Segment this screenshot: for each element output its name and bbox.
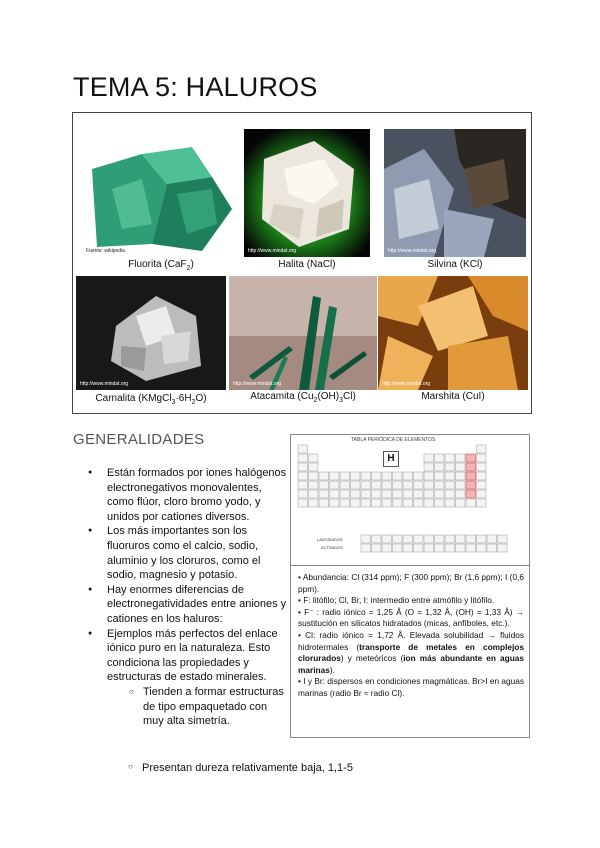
element-cell (424, 535, 434, 543)
element-cell (340, 490, 350, 498)
info-fluor: • F⁻ : radio iónico = 1,25 Å (O = 1,32 Å, (OH) = 1,33 Å) → sustitución en silicatos hidratados (micas, anfíboles, etc.). (298, 606, 525, 629)
element-cell (361, 535, 371, 543)
element-cell (414, 481, 424, 489)
element-cell (351, 499, 361, 507)
element-cell (330, 490, 340, 498)
sub-list-item: ○ Tienden a formar estructuras de tipo empaquetado con muy alta simetría. (129, 685, 288, 729)
element-cell (424, 490, 434, 498)
info-yodo-bromo: • I y Br: dispersos en condiciones magmáticas. Br>I en aguas marinas (radio Br ≈ radio Cl). (298, 676, 525, 698)
element-cell (403, 481, 413, 489)
element-cell (435, 490, 445, 498)
photo-credit: http://www.mindat.org (80, 381, 129, 387)
element-cell (309, 490, 319, 498)
halita-caption: Halita (NaCl) (278, 259, 336, 270)
element-cell (477, 490, 487, 498)
element-cell (435, 463, 445, 471)
element-cell (445, 481, 455, 489)
carnalita-photo (76, 276, 226, 390)
element-cell (487, 535, 497, 543)
silvina-caption: Silvina (KCl) (427, 259, 483, 270)
mineral-figure (72, 112, 532, 414)
halogen-cell (466, 472, 476, 480)
page-title: TEMA 5: HALUROS (73, 72, 318, 102)
element-cell (298, 490, 308, 498)
element-cell (456, 535, 466, 543)
element-cell (456, 472, 466, 480)
element-cell (403, 535, 413, 543)
element-cell (361, 499, 371, 507)
element-cell (298, 454, 308, 462)
section-heading: GENERALIDADES (73, 431, 205, 448)
element-cell (361, 544, 371, 552)
element-cell (372, 481, 382, 489)
info-cloro: • Cl: radio iónico = 1,72 Å. Elevada solubilidad → fluidos hidrotermales (transporte de metales en complejos clorurados) y meteóricos (ion más abundante en aguas marinas). (298, 629, 524, 675)
element-cell (393, 499, 403, 507)
element-cell (435, 481, 445, 489)
marshita-caption: Marshita (CuI) (421, 391, 485, 402)
actinides-label: ACTÍNIDOS (321, 545, 343, 550)
element-cell (414, 472, 424, 480)
element-cell (414, 535, 424, 543)
element-cell (351, 490, 361, 498)
element-cell (340, 472, 350, 480)
halita-photo (244, 129, 370, 257)
element-cell (435, 454, 445, 462)
element-cell (393, 535, 403, 543)
silvina-photo (384, 129, 526, 257)
element-cell (319, 481, 329, 489)
element-cell (309, 481, 319, 489)
element-cell (487, 544, 497, 552)
element-cell (319, 499, 329, 507)
element-cell (424, 454, 434, 462)
photo-credit: http://www.mindat.org (388, 248, 437, 254)
element-cell (445, 544, 455, 552)
halogen-cell (466, 454, 476, 462)
element-cell (382, 472, 392, 480)
element-cell (298, 481, 308, 489)
element-cell (372, 472, 382, 480)
element-cell (477, 535, 487, 543)
element-cell (445, 472, 455, 480)
element-cell (445, 499, 455, 507)
list-item: ● Los más importantes son los fluoruros como el calcio, sodio, aluminio y los cloruros, como el sodio, magnesio y potasio. (88, 524, 288, 582)
element-cell (372, 499, 382, 507)
element-cell (382, 544, 392, 552)
element-cell (361, 490, 371, 498)
element-cell (445, 490, 455, 498)
element-cell (403, 499, 413, 507)
element-cell (456, 499, 466, 507)
element-cell (424, 463, 434, 471)
element-cell (309, 454, 319, 462)
element-cell (393, 472, 403, 480)
element-cell (382, 490, 392, 498)
element-cell (372, 490, 382, 498)
element-cell (424, 472, 434, 480)
element-cell (477, 445, 487, 453)
element-cell (424, 481, 434, 489)
element-cell (298, 499, 308, 507)
element-key-symbol: H (383, 451, 399, 467)
list-item: ● Hay enormes diferencias de electronegatividades entre aniones y cationes en los haluros: (88, 583, 288, 627)
element-cell (456, 454, 466, 462)
element-cell (477, 463, 487, 471)
element-cell (456, 481, 466, 489)
element-cell (393, 481, 403, 489)
periodic-table-figure (290, 434, 530, 566)
element-cell (477, 499, 487, 507)
photo-credit: http://www.mindat.org (233, 381, 282, 387)
element-cell (298, 463, 308, 471)
element-cell (319, 472, 329, 480)
element-cell (435, 535, 445, 543)
element-cell (351, 481, 361, 489)
sub-list (107, 685, 288, 729)
element-cell (298, 472, 308, 480)
element-cell (403, 490, 413, 498)
element-cell (309, 499, 319, 507)
photo-credit: Fuente: wikipedia (86, 248, 125, 254)
element-cell (372, 544, 382, 552)
element-cell (372, 535, 382, 543)
element-cell (330, 481, 340, 489)
element-cell (456, 544, 466, 552)
list-item: ● Ejemplos más perfectos del enlace iónico puro en la naturaleza. Esto condiciona las propiedades y estructuras de estado minerales. ○ Tienden a formar estructuras de tipo empaquetado con muy alta simetría. (88, 627, 288, 729)
element-cell (309, 463, 319, 471)
sub-list-item: ○ Presentan dureza relativamente baja, 1,1-5 (128, 762, 353, 774)
element-cell (361, 481, 371, 489)
element-cell (330, 472, 340, 480)
lanthanides-label: LANTÁNIDOS (317, 537, 343, 542)
element-cell (351, 472, 361, 480)
fluorita-photo (82, 129, 240, 257)
element-cell (424, 544, 434, 552)
info-box (290, 566, 530, 738)
element-cell (445, 535, 455, 543)
atacamita-photo (229, 276, 377, 390)
element-cell (298, 445, 308, 453)
generalidades-list (88, 466, 288, 729)
element-cell (382, 481, 392, 489)
element-cell (382, 499, 392, 507)
element-cell (435, 499, 445, 507)
carnalita-caption: Carnalita $(KMgCl_3\cdot 6H_2O)$ (95, 393, 207, 406)
element-cell (435, 544, 445, 552)
element-cell (340, 481, 350, 489)
halogen-cell (466, 481, 476, 489)
element-cell (445, 454, 455, 462)
element-cell (414, 499, 424, 507)
element-cell (414, 490, 424, 498)
element-cell (466, 544, 476, 552)
photo-credit: http://www.mindat.org (248, 248, 297, 254)
element-cell (340, 499, 350, 507)
halogen-cell (466, 463, 476, 471)
photo-credit: http://www.mindat.org (382, 381, 431, 387)
element-cell (498, 544, 508, 552)
marshita-photo (378, 276, 528, 390)
element-cell (330, 499, 340, 507)
halogen-cell (466, 490, 476, 498)
element-cell (477, 472, 487, 480)
periodic-table-title: TABLA PERIÓDICA DE ELEMENTOS (351, 437, 436, 443)
info-litofilo: • F: litófilo; Cl, Br, I: intermedio entre atmófilo y litófilo. (298, 595, 495, 606)
element-cell (424, 499, 434, 507)
element-cell (456, 490, 466, 498)
element-cell (435, 472, 445, 480)
atacamita-caption: Atacamita $(Cu_2(OH)_3Cl)$ (250, 391, 356, 404)
element-cell (477, 454, 487, 462)
element-cell (466, 535, 476, 543)
element-cell (466, 499, 476, 507)
element-cell (361, 472, 371, 480)
element-cell (456, 463, 466, 471)
element-cell (403, 472, 413, 480)
element-cell (393, 490, 403, 498)
list-item: ● Están formados por iones halógenos electronegativos monovalentes, como flúor, cloro bromo yodo, y unidos por cationes diversos. (88, 466, 288, 524)
fluorita-caption: Fluorita (CaF$_2$) (128, 259, 194, 272)
element-cell (309, 472, 319, 480)
element-cell (498, 535, 508, 543)
info-abundancia: • Abundancia: Cl (314 ppm); F (300 ppm); Br (1,6 ppm); I (0,6 ppm). (298, 572, 524, 594)
element-cell (414, 544, 424, 552)
element-cell (477, 544, 487, 552)
element-cell (382, 535, 392, 543)
element-cell (403, 544, 413, 552)
element-cell (393, 544, 403, 552)
element-cell (445, 463, 455, 471)
element-cell (319, 490, 329, 498)
element-cell (477, 481, 487, 489)
